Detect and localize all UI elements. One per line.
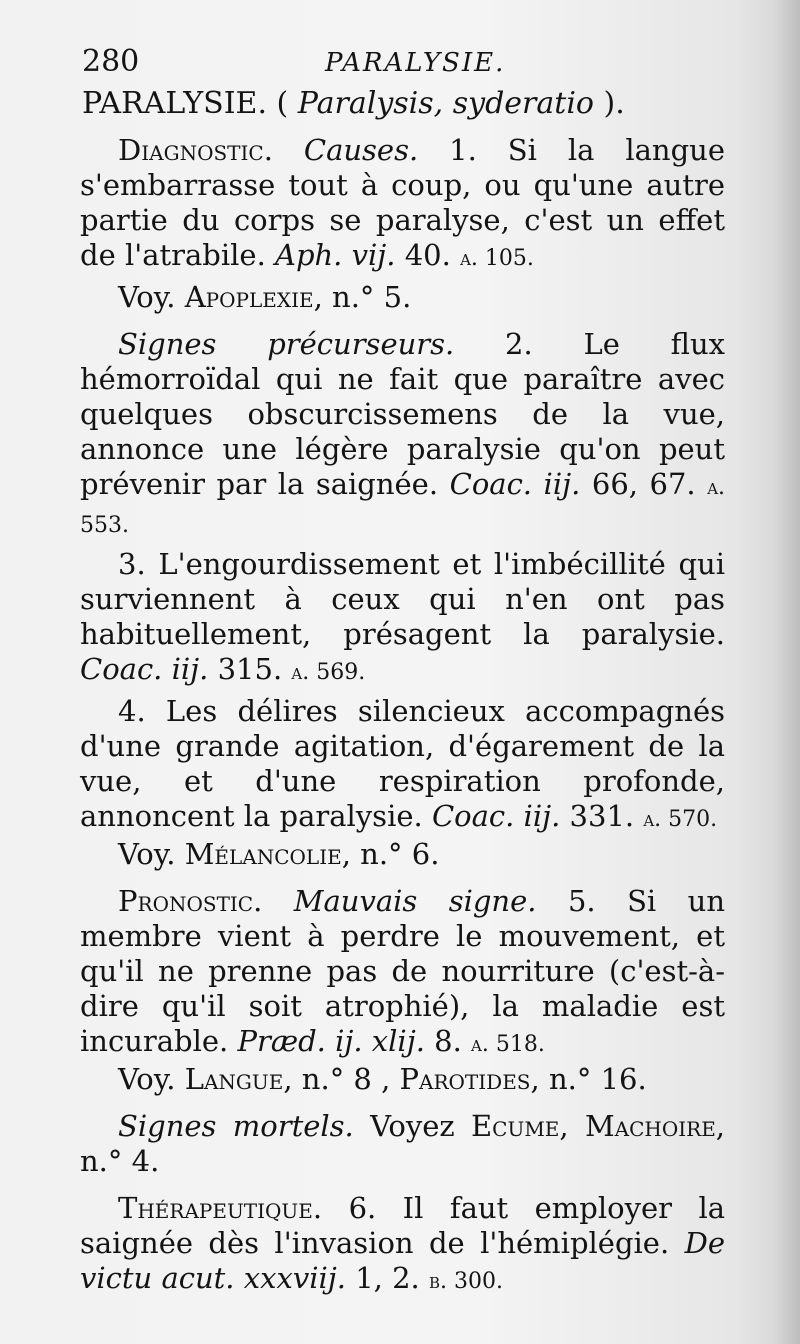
paragraph-body: 2. Le flux hémorroïdal qui ne fait que paraître avec quelques obscurcissemens de la vue, annonce une légère paralysie qu'on peut prévenir par la saignée.: [80, 327, 726, 501]
reference-work: Coac. iij.: [80, 652, 209, 686]
voy-label: Voy.: [118, 837, 176, 871]
see-term: Mélancolie: [184, 837, 342, 871]
reference-b: b. 300.: [428, 1269, 503, 1294]
section-label: Signes mortels.: [118, 1109, 354, 1143]
reference-a: a. 105.: [460, 246, 534, 271]
paragraph-4: [80, 694, 725, 837]
reference-number: 66, 67.: [591, 467, 696, 501]
page-number: 280: [82, 44, 140, 79]
reference-number: 331.: [569, 799, 635, 833]
paragraph-body: 6. Il faut employer la saignée dès l'invasion de l'hémiplégie.: [80, 1191, 726, 1260]
reference-a: a. 570.: [643, 807, 718, 832]
reference-number: 40.: [404, 238, 451, 272]
see-number: , n.° 5.: [313, 280, 412, 314]
reference-work: Coac. iij.: [431, 799, 561, 833]
entry-synonyms: Paralysis, syderatio: [297, 86, 594, 121]
see-also-langue-parotides: [80, 1062, 725, 1097]
page-header: [80, 44, 725, 86]
paragraph-diagnostic: [80, 133, 725, 276]
reference-a: a. 518.: [471, 1032, 545, 1057]
section-label: Thérapeutique.: [118, 1191, 323, 1225]
paragraph-body: 4. Les délires silencieux accompagnés d'une grande agitation, d'égarement de la vue, et d'une respiration profonde, annoncent la paralysie.: [80, 694, 725, 833]
reference-number: 1, 2.: [355, 1261, 420, 1295]
reference-work: De victu acut. xxxviij.: [80, 1226, 726, 1295]
reference-work: Coac. iij.: [449, 467, 581, 501]
see-term-2: Parotides: [399, 1062, 531, 1096]
page-gutter-shadow: [772, 0, 800, 1344]
paragraph-signes-mortels: [80, 1109, 725, 1179]
paragraph-body: 1. Si la langue s'embarrasse tout à coup, ou qu'une autre partie du corps se paralyse, c'est un effet de l'atrabile.: [80, 133, 726, 272]
entry-term: PARALYSIE.: [82, 86, 267, 121]
running-title: PARALYSIE.: [325, 48, 506, 78]
see-number: , n.° 4.: [80, 1109, 726, 1178]
reference-a: a. 553.: [80, 475, 726, 538]
paragraph-therapeutique: [80, 1191, 725, 1299]
see-number: , n.° 6.: [341, 837, 440, 871]
reference-work: Aph. vij.: [275, 238, 396, 272]
paragraph-pronostic: [80, 884, 725, 1062]
reference-number: 315.: [217, 652, 283, 686]
page-text: [80, 44, 725, 1311]
section-label: Diagnostic.: [118, 133, 273, 167]
see-also-melancolie: [80, 837, 725, 872]
subsection-label: Causes.: [303, 133, 419, 167]
subsection-label: Mauvais signe.: [293, 884, 537, 918]
separator: ,: [559, 1109, 569, 1143]
see-number-1: , n.° 8 ,: [283, 1062, 391, 1096]
reference-work: Præd. ij. xlij.: [237, 1024, 425, 1058]
voy-label: Voy.: [118, 280, 176, 314]
reference-number: 8.: [434, 1024, 462, 1058]
see-term-2: Machoire: [584, 1109, 716, 1143]
paragraph-signes-precurseurs: [80, 327, 725, 543]
voyez-label: Voyez: [370, 1109, 455, 1143]
section-label: Signes précurseurs.: [118, 327, 455, 361]
paragraph-body: 3. L'engourdissement et l'imbécillité qui surviennent à ceux qui n'en ont pas habituellement, présagent la paralysie.: [80, 547, 725, 651]
see-term: Apoplexie: [184, 280, 314, 314]
see-term-1: Langue: [184, 1062, 284, 1096]
paragraph-3: [80, 547, 725, 690]
see-number-2: , n.° 16.: [530, 1062, 647, 1096]
see-also-apoplexie: [80, 280, 725, 315]
see-term-1: Ecume: [471, 1109, 560, 1143]
paragraph-body: 5. Si un membre vient à perdre le mouvement, et qu'il ne prenne pas de nourriture (c'est-à-dire qu'il soit atrophié), la maladie est incurable.: [80, 884, 726, 1058]
reference-a: a. 569.: [291, 660, 366, 685]
entry-title: PARALYSIE. ( Paralysis, syderatio ).: [82, 86, 625, 121]
voy-label: Voy.: [118, 1062, 176, 1096]
section-label: Pronostic.: [118, 884, 263, 918]
